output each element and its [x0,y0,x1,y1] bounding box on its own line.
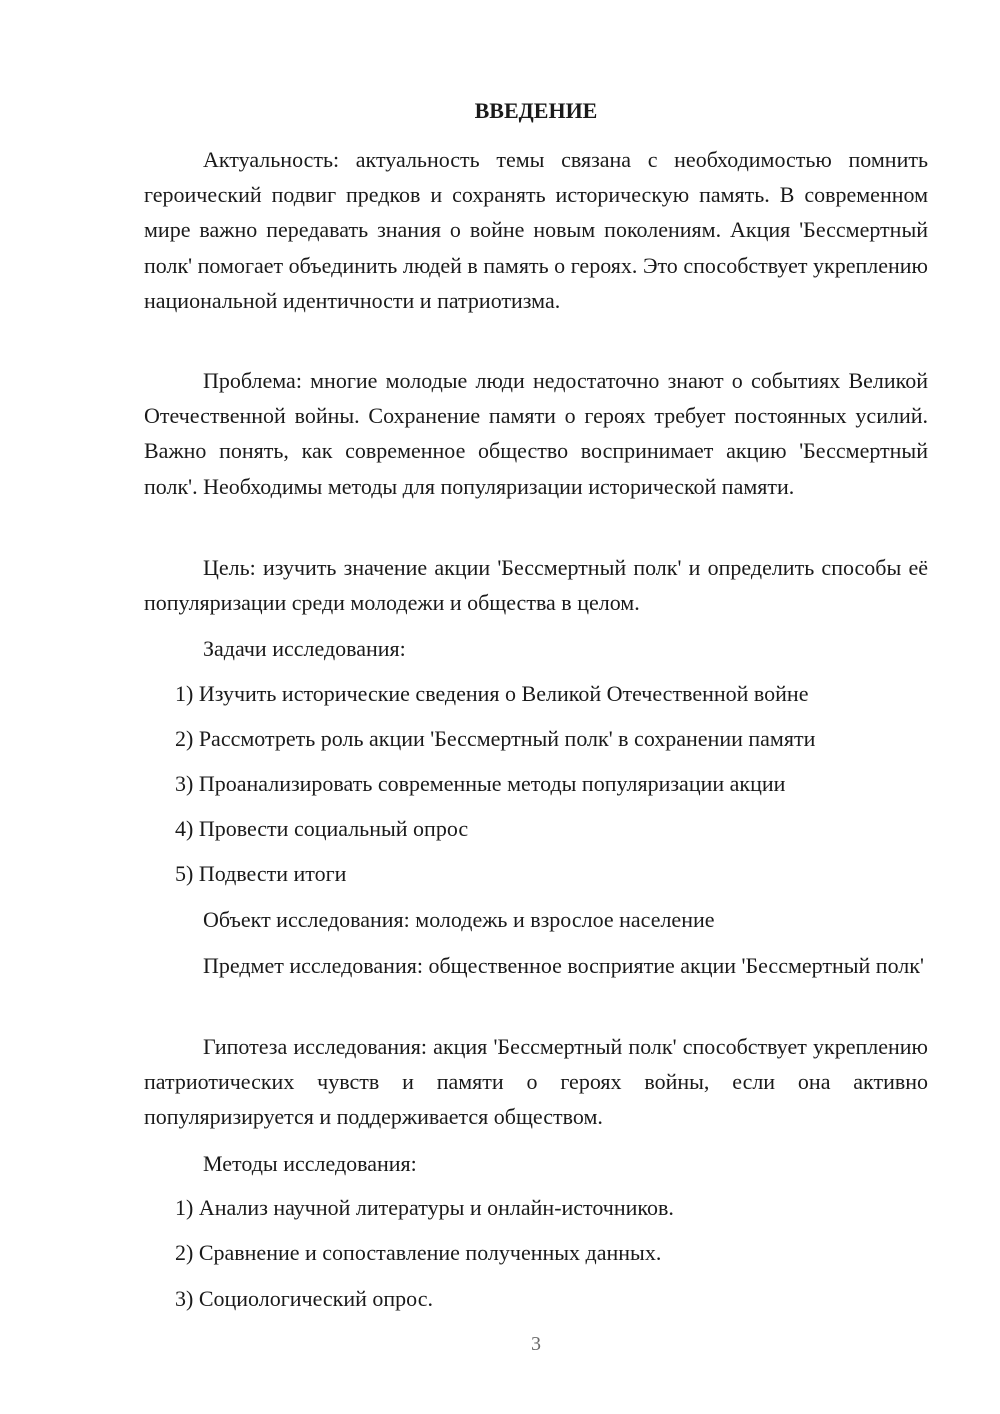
paragraph-problem: Проблема: многие молодые люди недостаточно знают о событиях Великой Отечественной войны. Сохранение памяти о героях требует постоянных усилий. Важно понять, как современное общество воспринимает акцию 'Бессмертный полк'. Необходимы методы для популяризации исторической памяти. [144,368,928,499]
tasks-heading: Задачи исследования: [203,636,406,661]
task-item-2: 2) Рассмотреть роль акции 'Бессмертный полк' в сохранении памяти [175,726,816,751]
method-item-1: 1) Анализ научной литературы и онлайн-источников. [175,1195,674,1220]
method-item-2: 2) Сравнение и сопоставление полученных данных. [175,1240,662,1265]
task-item-3: 3) Проанализировать современные методы популяризации акции [175,771,786,796]
page-title: ВВЕДЕНИЕ [474,98,598,123]
method-item-3: 3) Социологический опрос. [175,1286,433,1311]
paragraph-relevance: Актуальность: актуальность темы связана с необходимостью помнить героический подвиг предков и сохранять историческую память. В современном мире важно передавать знания о войне новым поколениям. Акция 'Бессмертный полк' помогает объединить людей в память о героях. Это способствует укреплению национальной идентичности и патриотизма. [144,147,928,313]
task-item-4: 4) Провести социальный опрос [175,816,469,841]
methods-heading: Методы исследования: [203,1151,417,1176]
paragraph-object: Объект исследования: молодежь и взрослое население [203,907,715,932]
page-number: 3 [531,1333,541,1355]
paragraph-goal: Цель: изучить значение акции 'Бессмертный полк' и определить способы её популяризации среди молодежи и общества в целом. [144,555,928,616]
paragraph-hypothesis: Гипотеза исследования: акция 'Бессмертный полк' способствует укреплению патриотических чувств и памяти о героях войны, если она активно популяризируется и поддерживается обществом. [144,1034,928,1130]
task-item-1: 1) Изучить исторические сведения о Великой Отечественной войне [175,681,809,706]
task-item-5: 5) Подвести итоги [175,861,347,886]
paragraph-subject: Предмет исследования: общественное восприятие акции 'Бессмертный полк' [203,953,924,978]
